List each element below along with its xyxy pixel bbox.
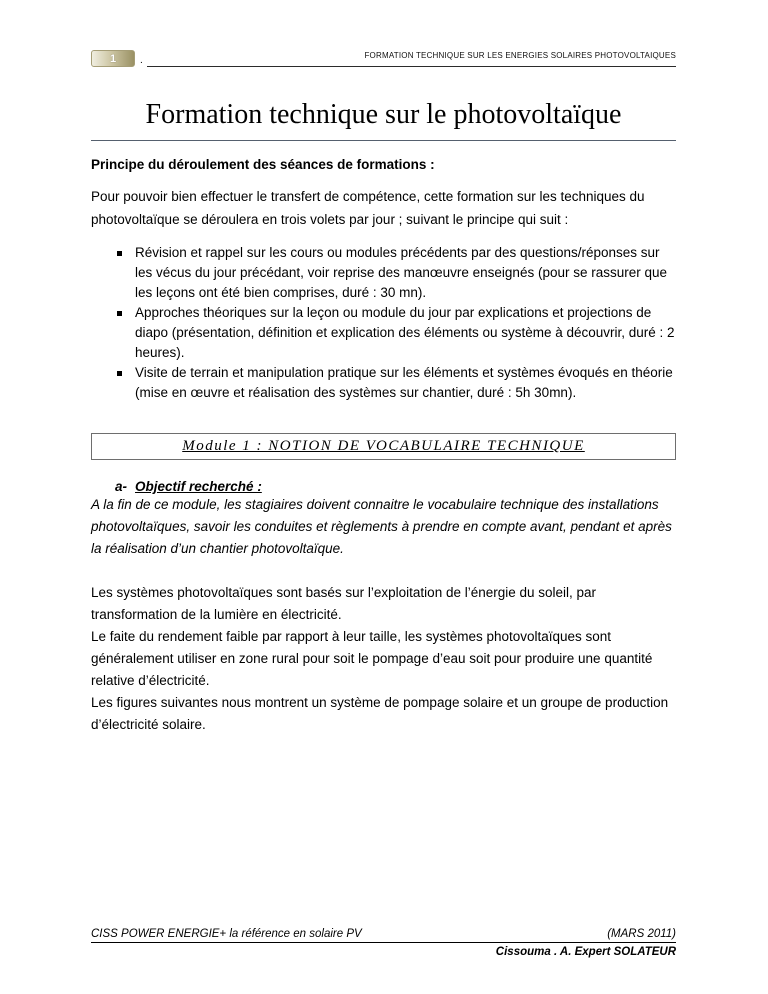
section-heading: Principe du déroulement des séances de formations : xyxy=(91,157,435,172)
body-paragraph: Les figures suivantes nous montrent un système de pompage solaire et un groupe de production d’électricité solaire. xyxy=(91,695,669,732)
page-footer xyxy=(91,928,676,958)
body-paragraph: Les systèmes photovoltaïques sont basés sur l’exploitation de l’énergie du soleil, par transformation de la lumière en électricité. xyxy=(91,585,597,622)
header-rule xyxy=(147,45,676,67)
body-paragraph: Le faite du rendement faible par rapport à leur taille, les systèmes photovoltaïques sont généralement utiliser en zone rural pour soit le pompage d’eau soit pour produire une quantité relative d’électricité. xyxy=(91,629,653,688)
bullet-text: Approches théoriques sur la leçon ou module du jour par explications et projections de diapo (présentation, définition et explication des éléments ou système à découvrir, duré : 2 heures). xyxy=(135,305,675,360)
objective-label: a- xyxy=(115,479,128,494)
header-title: FORMATION TECHNIQUE SUR LES ENERGIES SOLAIRES PHOTOVOLTAIQUES xyxy=(364,51,676,60)
header-dot: . xyxy=(140,55,143,66)
bullet-item xyxy=(91,363,676,403)
module-title-box xyxy=(91,433,676,460)
intro-paragraph: Pour pouvoir bien effectuer le transfert de compétence, cette formation sur les techniques du photovoltaïque se déroulera en trois volets par jour ; suivant le principe qui suit : xyxy=(91,189,645,227)
module-paragraphs xyxy=(91,582,676,736)
footer-right-text: (MARS 2011) xyxy=(607,928,676,940)
document-title: Formation technique sur le photovoltaïque xyxy=(91,99,676,141)
footer-signature: Cissouma . A. Expert SOLATEUR xyxy=(495,946,676,958)
page-header xyxy=(91,45,676,67)
bullet-item xyxy=(91,243,676,303)
objective-text: A la fin de ce module, les stagiaires doivent connaitre le vocabulaire technique des installations photovoltaïques, savoir les conduites et règlements à prendre en compte avant, pendant et après la réalisation d’un chantier photovoltaïque. xyxy=(91,497,672,556)
module-title: Module 1 : NOTION DE VOCABULAIRE TECHNIQUE xyxy=(182,438,585,454)
square-bullet-icon xyxy=(117,311,122,316)
page-number-badge: 1 xyxy=(91,50,135,67)
footer-row xyxy=(91,928,676,943)
bullet-text: Révision et rappel sur les cours ou modules précédents par des questions/réponses sur les vécus du jour précédant, voir reprise des manœuvre enseignés (pour se rassurer que les leçons ont été bien comprises, duré : 30 mn). xyxy=(135,245,668,300)
objective-heading-text: Objectif recherché : xyxy=(135,479,262,494)
objective-heading xyxy=(115,479,676,494)
square-bullet-icon xyxy=(117,371,122,376)
bullet-list xyxy=(91,243,676,403)
square-bullet-icon xyxy=(117,251,122,256)
page-content xyxy=(91,45,676,736)
bullet-item xyxy=(91,303,676,363)
footer-left-text: CISS POWER ENERGIE+ la référence en solaire PV xyxy=(91,928,362,940)
bullet-text: Visite de terrain et manipulation pratique sur les éléments et systèmes évoqués en théorie (mise en œuvre et réalisation des systèmes sur chantier, duré : 5h 30mn). xyxy=(135,365,673,400)
